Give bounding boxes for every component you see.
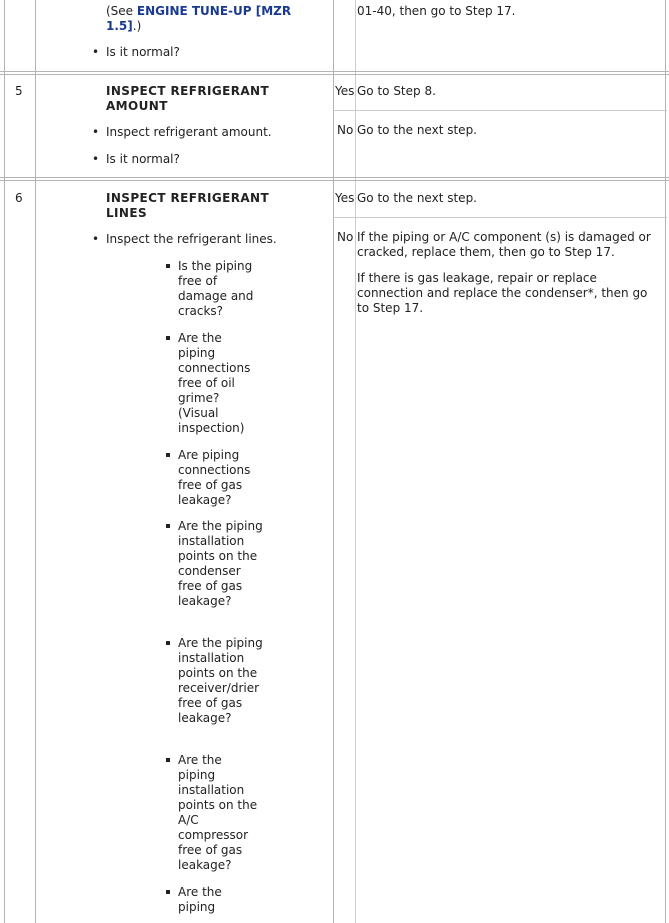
see-suffix: .) [132, 19, 142, 33]
list-item: • Is it normal? [106, 45, 180, 60]
sub-list-item: Are the piping installation points on the A/C compressor free of gas leakage? [178, 753, 258, 872]
row-divider-5b [0, 74, 669, 75]
sub-list-item: Are the piping installation points on the condenser free of gas leakage? [178, 519, 268, 609]
list-item: • Is it normal? [106, 152, 180, 167]
row-divider-5 [0, 71, 669, 72]
see-reference [106, 4, 316, 34]
step-title: INSPECT REFRIGERANT LINES [106, 191, 270, 220]
table-border-left [4, 0, 5, 923]
sub-list-item: Are the piping installation points on the receiver/drier free of gas leakage? [178, 636, 268, 726]
yes-label: Yes [335, 191, 355, 205]
column-divider-yesno [355, 0, 356, 923]
no-label: No [337, 123, 354, 137]
sub-list-item: Are the piping connections free of oil grime? (Visual inspection) [178, 331, 258, 436]
yes-label: Yes [335, 84, 355, 98]
no-label: No [337, 230, 354, 244]
table-border-right [665, 0, 666, 923]
yes-action: Go to Step 8. [357, 84, 436, 98]
step5-yes-no-divider [333, 110, 667, 111]
row-divider-6 [0, 177, 669, 178]
sub-list-item: Is the piping free of damage and cracks? [178, 259, 268, 319]
column-divider-step [35, 0, 36, 923]
action-text: 01-40, then go to Step 17. [357, 4, 516, 18]
no-action: Go to the next step. [357, 123, 477, 137]
see-prefix: (See [106, 4, 137, 18]
list-item: • Inspect the refrigerant lines. [106, 232, 277, 247]
no-action: If there is gas leakage, repair or replace connection and replace the condenser*, then go to Step 17. [357, 271, 648, 315]
sub-list-item: Are the piping [178, 885, 238, 915]
step6-yes-no-divider [333, 217, 667, 218]
engine-tune-up-link[interactable]: ENGINE TUNE-UP [MZR 1.5] [106, 4, 292, 33]
step-title: INSPECT REFRIGERANT AMOUNT [106, 84, 270, 113]
list-item: • Inspect refrigerant amount. [106, 125, 272, 140]
yes-action: Go to the next step. [357, 191, 477, 205]
column-divider-action [333, 0, 334, 923]
step-number: 6 [15, 191, 23, 205]
sub-list-item: Are piping connections free of gas leakage? [178, 448, 258, 508]
no-action: If the piping or A/C component (s) is damaged or cracked, replace them, then go to Step 17. [357, 230, 651, 259]
step-number: 5 [15, 84, 23, 98]
row-divider-6b [0, 180, 669, 181]
